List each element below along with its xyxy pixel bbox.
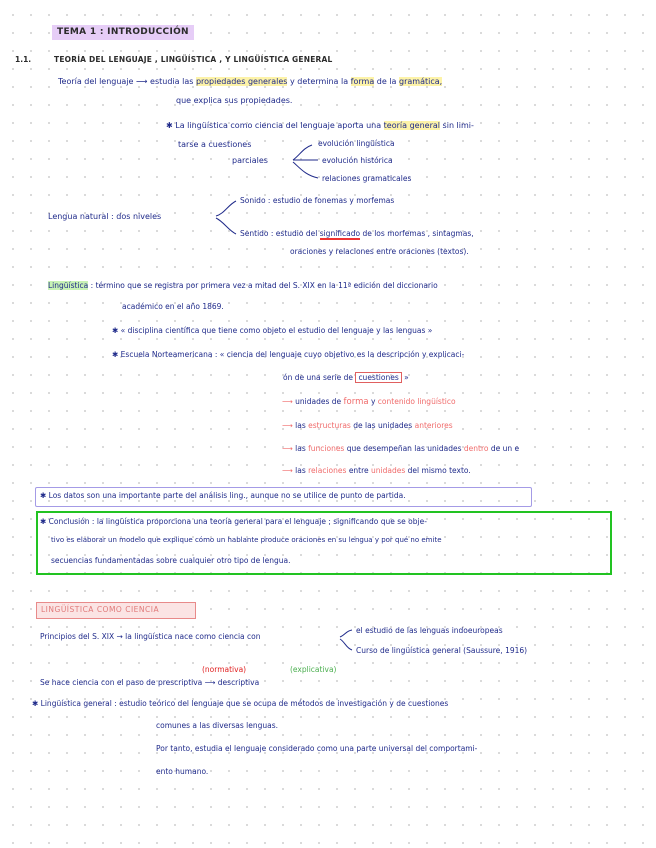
escuela-line-2: [283, 374, 409, 382]
item-text: entre: [348, 466, 369, 475]
item-text: que desempeñan las unidades: [346, 444, 462, 453]
bullet-icon: ✱: [40, 517, 49, 526]
lengua-text: Sentido : estudio del: [240, 229, 318, 238]
cuestion-item-2: [282, 422, 453, 430]
page-title: TEMA 1 : INTRODUCCIÓN: [52, 25, 194, 40]
general-line-2: comunes a las diversas lenguas.: [156, 721, 279, 730]
branch-evolucion-historica: evolución histórica: [322, 156, 393, 165]
item-highlight: dentro: [463, 444, 489, 453]
teoria-line-1: [58, 78, 442, 86]
teoria-line-3: [166, 122, 474, 130]
section-heading: TEORÍA DEL LENGUAJE , LINGÜÍSTICA , Y LINGÜÍSTICA GENERAL: [54, 55, 333, 64]
item-highlight: estructuras: [308, 421, 351, 430]
item-highlight: funciones: [308, 444, 345, 453]
section-2-heading: LINGÜÍSTICA COMO CIENCIA: [41, 605, 160, 614]
item-text: de las unidades: [353, 421, 413, 430]
item-highlight: relaciones: [308, 466, 347, 475]
bullet-icon: ✱: [112, 350, 121, 359]
conclusion-text: Conclusión : la lingüística proporciona una teoría general para el lenguaje ; significando que se obje-: [48, 517, 427, 526]
paso-descriptiva: descriptiva: [217, 678, 260, 687]
highlight-gramatica: gramática,: [399, 77, 443, 86]
principios-branch-1: el estudio de las lenguas indoeuropeas: [356, 626, 503, 635]
teoria-line-2: que explica sus propiedades.: [176, 96, 293, 105]
bullet-icon: ✱: [166, 121, 176, 130]
teoria-text: de la: [376, 77, 397, 86]
section-number: 1.1.: [15, 55, 32, 64]
paso-prescriptiva: prescriptiva: [157, 678, 203, 687]
cuestion-item-1: [282, 398, 456, 407]
linguistica-text: : término que se registra por primera vez a mitad del S. XIX en la 11ª edición del diccionario: [90, 281, 438, 290]
item-highlight: contenido lingüístico: [377, 397, 456, 406]
linguistica-line-1: [48, 282, 438, 290]
item-highlight: forma: [343, 397, 369, 407]
teoria-text: sin limi-: [442, 121, 474, 130]
principios-line: [40, 633, 260, 641]
general-line-1: [32, 700, 448, 708]
arrow-icon: ⟶: [282, 421, 296, 430]
conclusion-line-2: tivo es elaborar un modelo que explique cómo un hablante produce oraciones en su lengua y por qué no emite: [51, 536, 442, 544]
conclusion-line-1: [40, 518, 427, 526]
label-explicativa: (explicativa): [290, 665, 337, 674]
linguistica-text: « disciplina científica que tiene como objeto el estudio del lenguaje y las lenguas »: [120, 326, 433, 335]
bullet-icon: ✱: [40, 491, 49, 500]
note-content: Los datos son una importante parte del análisis ling., aunque no se utilice de punto de partida.: [48, 491, 406, 500]
bullet-icon: ✱: [112, 326, 121, 335]
paso-text: Se hace ciencia con el paso de: [40, 678, 156, 687]
paso-line: [40, 679, 259, 687]
bullet-icon: ✱: [32, 699, 41, 708]
item-text: y: [370, 397, 376, 406]
note-text: [40, 492, 406, 500]
arrow-icon: ⟶: [282, 466, 296, 475]
item-text: las: [295, 444, 306, 453]
linguistica-definition: [112, 327, 432, 335]
boxed-cuestiones: cuestiones: [355, 372, 401, 383]
item-highlight: anteriores: [414, 421, 453, 430]
teoria-parciales: parciales: [232, 156, 268, 165]
item-text: las: [295, 421, 306, 430]
label-normativa: (normativa): [202, 665, 247, 674]
linguistica-text: ón de una serie de: [283, 373, 354, 382]
arrow-icon: ⟶: [136, 77, 151, 86]
lengua-nivel-sentido-2: oraciones y relaciones entre oraciones (textos).: [290, 247, 469, 256]
general-text: Lingüística general : estudio teórico del lenguaje que se ocupa de métodos de investigación y de cuestiones: [40, 699, 449, 708]
cuestion-item-4: [282, 467, 471, 475]
teoria-text: y determina la: [289, 77, 349, 86]
arrow-icon: ⟶: [282, 444, 296, 453]
linguistica-term: Lingüística: [48, 281, 89, 290]
item-text: de un e: [490, 444, 520, 453]
principios-text: la lingüística nace como ciencia con: [125, 632, 261, 641]
linguistica-line-2: académico en el año 1869.: [122, 302, 224, 311]
principios-branch-2: Curso de lingüística general (Saussure, 1916): [356, 646, 528, 655]
highlight-propiedades: propiedades generales: [195, 77, 288, 86]
general-line-3: Por tanto, estudia el lenguaje considerado como una parte universal del comportami-: [156, 744, 478, 753]
arrow-icon: ⟶: [204, 678, 218, 687]
branch-evolucion-linguistica: evolución lingüística: [318, 139, 395, 148]
lengua-text: de los morfemas , sintagmas,: [362, 229, 474, 238]
branch-relaciones: relaciones gramaticales: [322, 174, 412, 183]
conclusion-line-3: secuencias fundamentadas sobre cualquier otro tipo de lengua.: [51, 556, 291, 565]
linguistica-text: Escuela Norteamericana : « ciencia del lenguaje cuyo objetivo es la descripción y explicaci-: [120, 350, 465, 359]
cuestion-item-3: [282, 445, 519, 453]
principios-text: Principios del S. XIX: [40, 632, 115, 641]
highlight-forma: forma: [350, 77, 375, 86]
item-text: las: [295, 466, 306, 475]
teoria-text: estudia las: [150, 77, 194, 86]
escuela-line-1: [112, 351, 464, 359]
lengua-term: Lengua natural : dos niveles: [48, 212, 162, 221]
item-highlight: unidades: [371, 466, 406, 475]
arrow-icon: →: [116, 632, 126, 641]
teoria-text: La lingüística como ciencia del lenguaje aporta una: [175, 121, 382, 130]
underline-significado: significado: [319, 229, 361, 238]
highlight-teoria-general: teoría general: [383, 121, 440, 130]
teoria-line-4: tarse a cuestiones: [178, 140, 252, 149]
lengua-nivel-sonido: Sonido : estudio de fonemas y morfemas: [240, 196, 395, 205]
lengua-nivel-sentido: [240, 230, 474, 238]
linguistica-text: »: [404, 373, 409, 382]
item-text: unidades de: [295, 397, 342, 406]
general-line-4: ento humano.: [156, 767, 209, 776]
teoria-term: Teoría del lenguaje: [58, 77, 134, 86]
item-text: del mismo texto.: [407, 466, 471, 475]
arrow-icon: ⟶: [282, 397, 296, 406]
